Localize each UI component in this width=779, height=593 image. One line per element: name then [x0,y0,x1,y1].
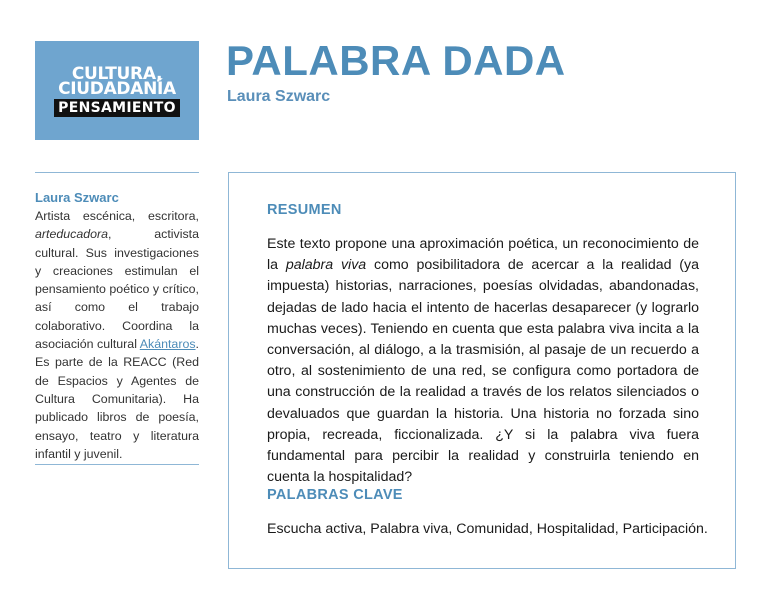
abstract-text-part: como posibilitadora de acercar a la realidad (ya impuesta) historias, narraciones, poesías olvidadas, abandonadas, dejadas de lado hacia el intento de hacerlas desaparecer (y lograrlo muchas veces). Teniendo en cuenta que esta palabra viva incita a la conversación, al diálogo, a la trasmisión, al pasaje de un recuerdo a otro, al sostenimiento de una red, se configura como portadora de una construcción de la realidad a través de los relatos silenciados o devaluados que guardan la historia. Una historia no forzada sino propia, recreada, ficcionalizada. ¿Y si la palabra viva fuera fundamental para percibir la realidad y construirla teniendo en cuenta la hospitalidad? [267,257,700,486]
bio-text-part: , activista cultural. Sus investigaciones y creaciones estimulan el pensamiento poético y crítico, así como el trabajo colaborativo. Coordina la asociación cultural [35,227,199,352]
section-logo [35,41,199,140]
sidebar-bottom-divider [35,464,199,465]
abstract-box [228,172,736,569]
bio-author-name: Laura Szwarc [35,190,119,205]
logo-line-pensamiento: PENSAMIENTO [54,99,180,117]
abstract-text-emphasis: palabra viva [285,257,367,274]
keywords-heading: PALABRAS CLAVE [267,487,403,503]
author-bio [35,189,199,463]
abstract-heading: RESUMEN [267,202,342,218]
article-author: Laura Szwarc [227,88,331,105]
akantaros-link[interactable]: Akántaros [139,337,196,352]
bio-text-emphasis: arteducadora [35,227,109,242]
sidebar-top-divider [35,172,199,173]
article-title: PALABRA DADA [226,37,566,84]
bio-text-part: Artista escénica, escritora, [35,209,199,223]
bio-text-part: . Es parte de la REACC (Red de Espacios y Agentes de Cultura Comunitaria). Ha publicado libros de poesía, ensayo, teatro y literatura infantil y juvenil. [35,337,199,461]
abstract-text [267,234,699,488]
abstract-text-part: Este texto propone una aproximación poética, un reconocimiento de la [267,236,699,274]
logo-line-cultura: CULTURA, [71,64,163,84]
bio-text [35,207,199,463]
logo-line-ciudadania: CIUDADANÍA [58,79,176,99]
keywords-text: Escucha activa, Palabra viva, Comunidad, Hospitalidad, Participación. [267,521,708,537]
